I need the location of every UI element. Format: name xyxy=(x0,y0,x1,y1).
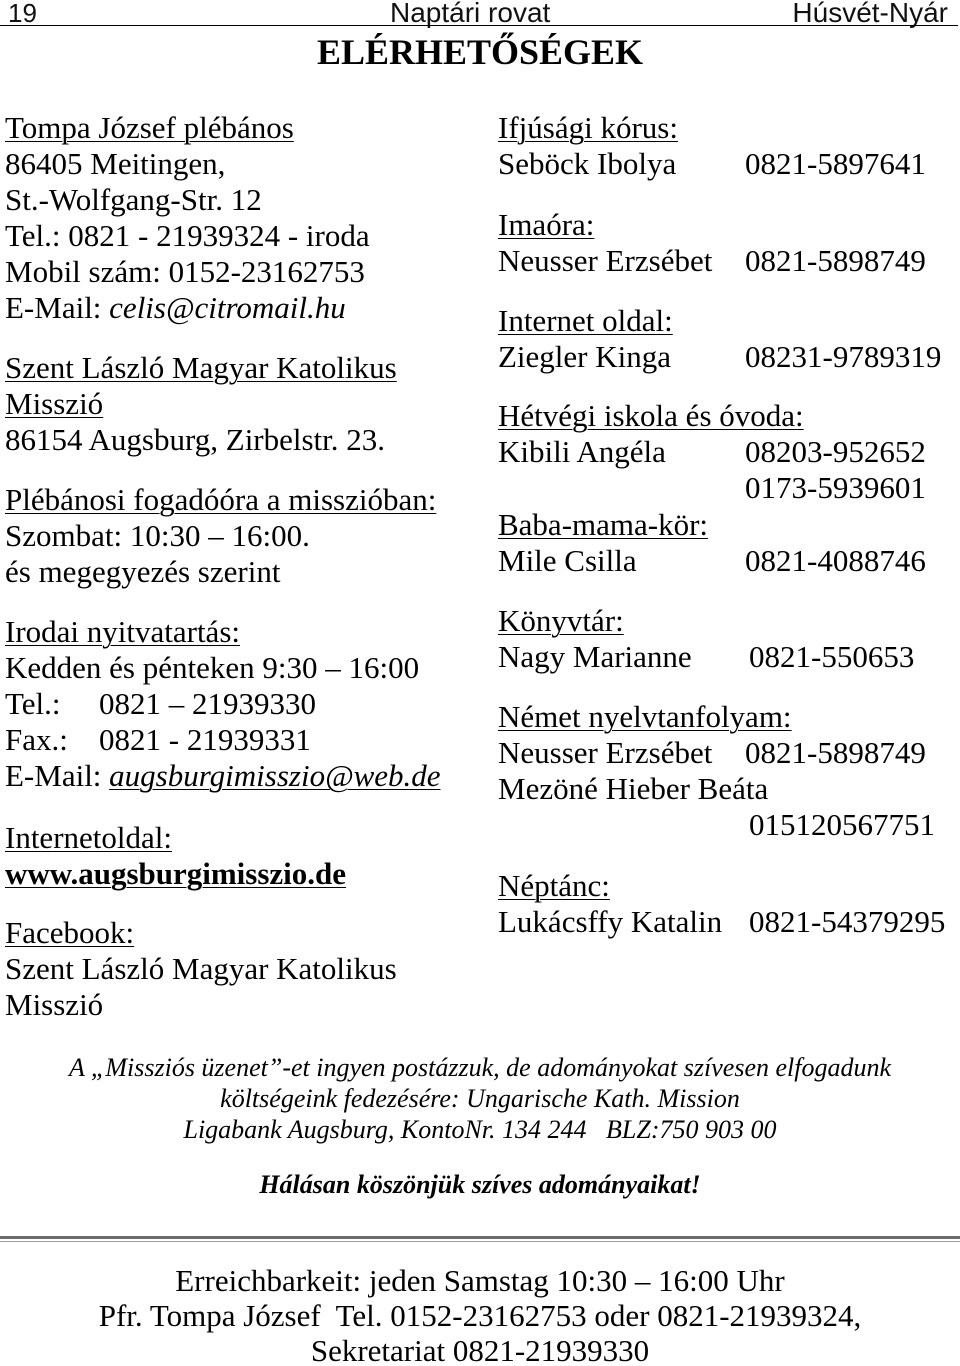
contact-row xyxy=(498,735,958,771)
consultation-heading: Plébánosi fogadóóra a misszióban: xyxy=(5,482,437,517)
contact-row xyxy=(498,146,958,182)
contact-name: Mezöné Hieber Beáta xyxy=(498,771,769,806)
contact-name: Kibili Angéla xyxy=(498,434,666,469)
contact-phone: 015120567751 xyxy=(749,807,935,842)
contact-name: Nagy Marianne xyxy=(498,639,692,674)
contact-row xyxy=(498,243,958,279)
office-email-link[interactable]: augsburgimisszio@web.de xyxy=(109,758,441,793)
contact-phone-secondary: 0173-5939601 xyxy=(745,470,926,505)
office-heading: Irodai nyitvatartás: xyxy=(5,614,240,649)
group-heading: Német nyelvtanfolyam: xyxy=(498,699,792,734)
facebook-name-line-2: Misszió xyxy=(5,987,104,1022)
mission-name-line-2: Misszió xyxy=(5,386,104,421)
contact-row xyxy=(498,543,958,579)
issue-name: Húsvét-Nyár xyxy=(792,0,948,28)
priest-email-line xyxy=(5,290,475,326)
consultation-note: és megegyezés szerint xyxy=(5,554,281,589)
page-number: 19 xyxy=(8,0,37,28)
office-hours: Kedden és pénteken 9:30 – 16:00 xyxy=(5,650,420,685)
priest-office-phone: Tel.: 0821 - 21939324 - iroda xyxy=(5,218,370,253)
contact-row xyxy=(498,639,958,675)
priest-address-line-2: St.-Wolfgang-Str. 12 xyxy=(5,182,262,217)
contact-row xyxy=(498,470,958,506)
footer-line: Erreichbarkeit: jeden Samstag 10:30 – 16:00 Uhr xyxy=(175,1263,785,1298)
priest-email: celis@citromail.hu xyxy=(109,290,346,325)
office-phone-line xyxy=(5,686,475,722)
contact-name: Ziegler Kinga xyxy=(498,339,672,374)
email-label: E-Mail: xyxy=(5,290,102,325)
weekend-school-block xyxy=(498,398,958,506)
group-heading: Néptánc: xyxy=(498,868,610,903)
contact-row xyxy=(498,434,958,470)
fax-label: Fax.: xyxy=(5,722,68,757)
donation-note-line: költségeink fedezésére: Ungarische Kath. Mission xyxy=(220,1084,740,1113)
facebook-heading: Facebook: xyxy=(5,915,135,950)
baby-mama-circle-block xyxy=(498,507,958,579)
contact-phone: 0821-5897641 xyxy=(745,146,926,181)
office-hours-block xyxy=(5,614,475,794)
header-divider xyxy=(0,25,958,26)
consultation-hours-block xyxy=(5,482,475,590)
contact-name: Neusser Erzsébet xyxy=(498,735,713,770)
donation-note-line: A „Missziós üzenet”-et ingyen postázzuk, de adományokat szívesen elfogadunk xyxy=(68,1053,892,1082)
group-heading: Ifjúsági kórus: xyxy=(498,110,678,145)
priest-contact-block xyxy=(5,110,475,326)
group-heading: Internet oldal: xyxy=(498,303,673,338)
folk-dance-block xyxy=(498,868,958,940)
mission-address-block xyxy=(5,350,475,458)
contact-name: Mile Csilla xyxy=(498,543,637,578)
office-phone: 0821 – 21939330 xyxy=(99,686,316,721)
website-heading: Internetoldal: xyxy=(5,820,172,855)
office-email-line xyxy=(5,758,475,794)
german-course-block xyxy=(498,699,958,843)
contact-name: Neusser Erzsébet xyxy=(498,243,713,278)
footer-divider xyxy=(0,1236,960,1242)
contact-row xyxy=(498,807,958,843)
contact-phone: 0821-5898749 xyxy=(745,243,926,278)
donation-thanks: Hálásan köszönjük szíves adományaikat! xyxy=(259,1170,701,1199)
library-block xyxy=(498,603,958,675)
mission-address: 86154 Augsburg, Zirbelstr. 23. xyxy=(5,422,386,457)
youth-choir-block xyxy=(498,110,958,182)
group-heading: Hétvégi iskola és óvoda: xyxy=(498,398,804,433)
office-fax-line xyxy=(5,722,475,758)
consultation-time: Szombat: 10:30 – 16:00. xyxy=(5,518,310,553)
internet-page-block xyxy=(498,303,958,375)
office-fax: 0821 - 21939331 xyxy=(99,722,311,757)
contact-phone: 0821-4088746 xyxy=(745,543,926,578)
section-name: Naptári rovat xyxy=(390,0,551,28)
contact-row xyxy=(498,904,958,940)
footer-line: Pfr. Tompa József Tel. 0152-23162753 oder 0821-21939324, xyxy=(98,1298,862,1333)
contact-name: Seböck Ibolya xyxy=(498,146,677,181)
phone-label: Tel.: xyxy=(5,686,61,721)
contact-phone: 0821-54379295 xyxy=(749,904,946,939)
priest-mobile: Mobil szám: 0152-23162753 xyxy=(5,254,365,289)
contact-row xyxy=(498,339,958,375)
website-block xyxy=(5,820,475,892)
contact-phone: 08203-952652 xyxy=(745,434,926,469)
bank-details-line: Ligabank Augsburg, KontoNr. 134 244 BLZ:750 903 00 xyxy=(183,1115,777,1144)
facebook-block xyxy=(5,915,475,1023)
contact-phone: 08231-9789319 xyxy=(745,339,942,374)
contact-row xyxy=(498,771,958,807)
facebook-name-line-1: Szent László Magyar Katolikus xyxy=(5,951,397,986)
page-title: ELÉRHETŐSÉGEK xyxy=(316,32,644,72)
website-link[interactable]: www.augsburgimisszio.de xyxy=(5,856,347,891)
priest-address-line-1: 86405 Meitingen, xyxy=(5,146,226,181)
contact-phone: 0821-550653 xyxy=(749,639,915,674)
group-heading: Baba-mama-kör: xyxy=(498,507,709,542)
footer-line: Sekretariat 0821-21939330 xyxy=(310,1333,650,1366)
contact-phone: 0821-5898749 xyxy=(745,735,926,770)
mission-name-line-1: Szent László Magyar Katolikus xyxy=(5,350,397,385)
group-heading: Könyvtár: xyxy=(498,603,624,638)
email-label: E-Mail: xyxy=(5,758,102,793)
priest-name: Tompa József plébános xyxy=(5,110,294,145)
prayer-hour-block xyxy=(498,207,958,279)
group-heading: Imaóra: xyxy=(498,207,595,242)
contact-name: Lukácsffy Katalin xyxy=(498,904,723,939)
